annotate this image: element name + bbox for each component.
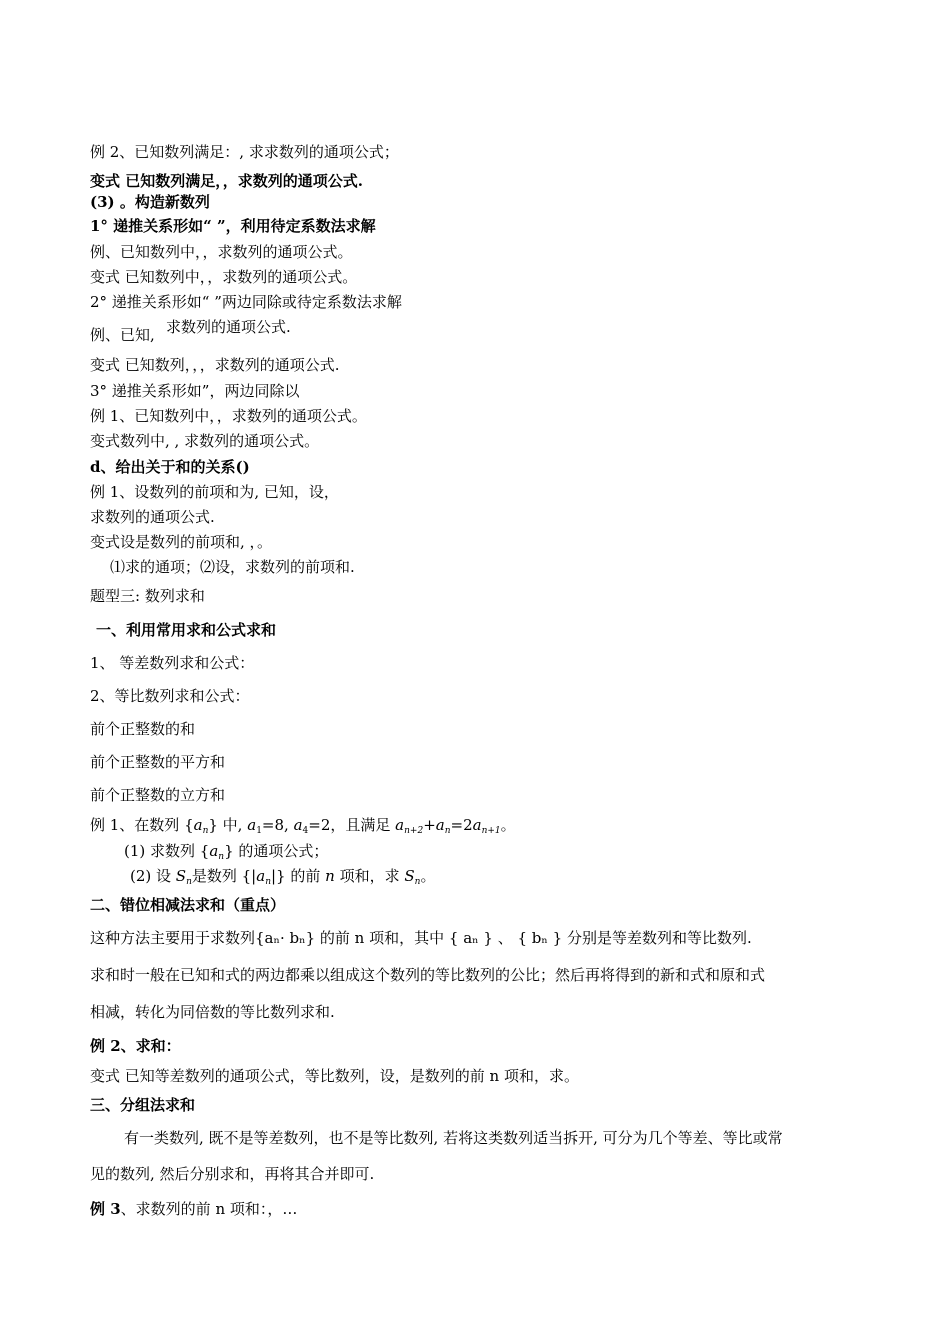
question-1-line bbox=[124, 842, 328, 866]
variant-line: 变式 已知等差数列的通项公式，等比数列，设，是数列的前 n 项和，求。 bbox=[90, 1067, 579, 1085]
math-subscript: 4 bbox=[302, 826, 309, 836]
text-segment: 项和，求 bbox=[334, 867, 405, 885]
subsection-heading: 3° 递推关系形如”，两边同除以 bbox=[90, 382, 300, 400]
question-2-line bbox=[130, 867, 435, 891]
math-subscript: n+1 bbox=[481, 826, 501, 836]
text-segment: } 的通项公式； bbox=[224, 842, 329, 860]
math-a: a bbox=[472, 816, 482, 834]
example-2-line: 例 2、已知数列满足：, 求求数列的通项公式； bbox=[90, 143, 399, 161]
variant-line: 变式 已知数列中，，求数列的通项公式。 bbox=[90, 268, 358, 286]
formula-label: 2、等比数列求和公式： bbox=[90, 687, 250, 705]
section-heading: 三、分组法求和 bbox=[90, 1096, 196, 1114]
math-subscript: n+2 bbox=[404, 826, 424, 836]
text-segment: (2) 设 bbox=[130, 867, 176, 885]
paragraph-line: 求和时一般在已知和式的两边都乘以组成这个数列的等比数列的公比；然后再将得到的新和式和原和式 bbox=[90, 966, 766, 984]
math-subscript: n bbox=[444, 826, 451, 836]
text-segment: } 中, bbox=[208, 816, 248, 834]
math-subscript: n bbox=[218, 852, 225, 862]
math-subscript: n bbox=[186, 877, 192, 887]
variant-line: 变式 已知数列，，，求数列的通项公式. bbox=[90, 356, 340, 374]
paragraph-line: 有一类数列, 既不是等差数列，也不是等比数列, 若将这类数列适当拆开, 可分为几个等差、等比或常 bbox=[124, 1129, 783, 1147]
subsection-heading: d、给出关于和的关系() bbox=[90, 458, 250, 476]
section-heading: (3) 。构造新数列 bbox=[90, 193, 210, 211]
variant-line: 变式数列中, , 求数列的通项公式。 bbox=[90, 432, 320, 450]
math-a: a bbox=[435, 816, 445, 834]
paragraph-line: 这种方法主要用于求数列{aₙ· bₙ} 的前 n 项和，其中 { aₙ } 、 { bₙ } 分别是等差数列和等比数列. bbox=[90, 929, 752, 947]
text-segment: 例 1、在数列 { bbox=[90, 816, 194, 834]
section-heading: 二、错位相减法求和（重点） bbox=[90, 896, 286, 914]
formula-label: 前个正整数的平方和 bbox=[90, 753, 226, 771]
subsection-heading: 2° 递推关系形如“ ”两边同除或待定系数法求解 bbox=[90, 293, 402, 311]
text-segment: 。 bbox=[500, 816, 516, 834]
example-line-raised: 求数列的通项公式. bbox=[166, 318, 291, 336]
example-line: 例、已知, bbox=[90, 326, 155, 344]
math-n: n bbox=[325, 867, 335, 885]
math-a: a bbox=[256, 867, 266, 885]
math-a: a bbox=[209, 842, 219, 860]
example-3-line bbox=[90, 1200, 297, 1218]
example-text: 、求数列的前 n 项和：，… bbox=[120, 1200, 298, 1218]
example-1-line bbox=[90, 816, 516, 840]
text-segment: =2，且满足 bbox=[308, 816, 396, 834]
example-heading: 例 2、求和： bbox=[90, 1037, 181, 1055]
math-a: a bbox=[193, 816, 203, 834]
math-a: a bbox=[293, 816, 303, 834]
text-segment: + bbox=[423, 816, 436, 834]
variant-line: 变式设是数列的前项和, ，。 bbox=[90, 533, 273, 551]
text-segment: =2 bbox=[450, 816, 473, 834]
example-line: 例、已知数列中，，求数列的通项公式。 bbox=[90, 243, 353, 261]
subsection-heading: 1° 递推关系形如“ ”，利用待定系数法求解 bbox=[90, 217, 376, 235]
paragraph-line: 见的数列, 然后分别求和，再将其合并即可. bbox=[90, 1165, 375, 1183]
paragraph-line: 相减，转化为同倍数的等比数列求和. bbox=[90, 1003, 335, 1021]
variant-line: 变式 已知数列满足，，求数列的通项公式. bbox=[90, 172, 363, 190]
math-a: a bbox=[395, 816, 405, 834]
math-S: S bbox=[404, 867, 415, 885]
example-line: 例 1、已知数列中，，求数列的通项公式。 bbox=[90, 407, 367, 425]
formula-label: 前个正整数的和 bbox=[90, 720, 196, 738]
text-line: 求数列的通项公式. bbox=[90, 508, 215, 526]
example-label: 例 3 bbox=[90, 1200, 121, 1218]
math-subscript: 1 bbox=[256, 826, 262, 836]
formula-label: 前个正整数的立方和 bbox=[90, 786, 226, 804]
topic-heading: 题型三: 数列求和 bbox=[90, 587, 205, 605]
text-segment: (1) 求数列 { bbox=[124, 842, 210, 860]
formula-label: 1、 等差数列求和公式： bbox=[90, 654, 255, 672]
section-heading: 一、利用常用求和公式求和 bbox=[96, 621, 277, 639]
math-subscript: n bbox=[414, 877, 421, 887]
math-S: S bbox=[175, 867, 187, 885]
text-segment: 是数列 {| bbox=[191, 867, 257, 885]
text-segment: =8, bbox=[261, 816, 294, 834]
math-subscript: n bbox=[265, 877, 271, 887]
example-line: 例 1、设数列的前项和为, 已知，设， bbox=[90, 483, 339, 501]
text-segment: 。 bbox=[420, 867, 436, 885]
question-line: ⑴求的通项；⑵设，求数列的前项和. bbox=[110, 558, 355, 576]
math-a: a bbox=[247, 816, 257, 834]
math-subscript: n bbox=[202, 826, 209, 836]
text-segment: |} 的前 bbox=[271, 867, 326, 885]
